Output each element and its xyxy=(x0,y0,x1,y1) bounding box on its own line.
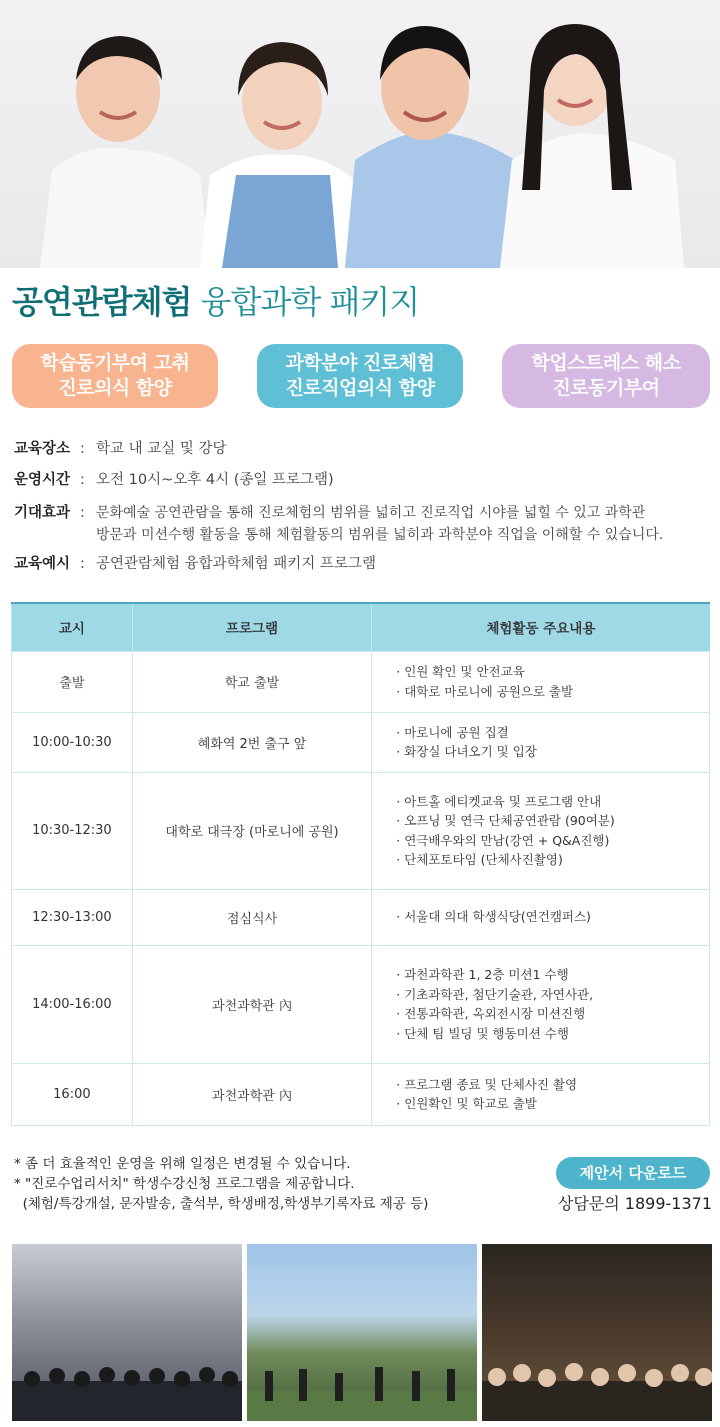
table-header-row xyxy=(12,603,710,651)
info-colon: : xyxy=(80,441,85,457)
row-time: 10:00-10:30 xyxy=(12,712,133,772)
activity-item: · 과천과학관 1, 2층 미션1 수행 xyxy=(396,965,709,985)
table-row xyxy=(12,772,710,889)
row-time: 16:00 xyxy=(12,1063,133,1125)
info-value-line2: 방문과 미션수행 활동을 통해 체험활동의 범위를 넓히과 과학분야 직업을 이해할 수 있습니다. xyxy=(96,527,664,543)
header-program: 프로그램 xyxy=(132,603,371,651)
row-program: 학교 출발 xyxy=(132,651,371,712)
table-row xyxy=(12,712,710,772)
table-row xyxy=(12,1063,710,1125)
photo-group-theater xyxy=(482,1244,712,1421)
info-value: 오전 10시~오후 4시 (종일 프로그램) xyxy=(96,472,334,488)
pill-line1: 학습동기부여 고취 xyxy=(40,352,190,374)
pill-line2: 진로의식 함양 xyxy=(58,377,172,399)
activity-item: · 화장실 다녀오기 및 입장 xyxy=(396,742,709,762)
row-time: 10:30-12:30 xyxy=(12,772,133,889)
activity-item: · 마로니에 공원 집결 xyxy=(396,723,709,743)
note-line: * 좀 더 효율적인 운영을 위해 일정은 변경될 수 있습니다. xyxy=(14,1156,351,1172)
row-program: 과천과학관 內 xyxy=(132,945,371,1063)
row-time: 14:00-16:00 xyxy=(12,945,133,1063)
note-line: * "진로수업리서치" 학생수강신청 프로그램을 제공합니다. xyxy=(14,1176,355,1192)
row-activities xyxy=(372,945,710,1063)
header-period: 교시 xyxy=(12,603,133,651)
benefit-pill-motivation xyxy=(12,344,218,408)
note-line: (체험/특강개설, 문자발송, 출석부, 학생배정,학생부기록자료 제공 등) xyxy=(14,1196,429,1212)
activity-item: · 오프닝 및 연극 단체공연관람 (90여분) xyxy=(396,811,709,831)
activity-item: · 인원 확인 및 안전교육 xyxy=(396,662,709,682)
notes xyxy=(14,1154,428,1214)
hero-image xyxy=(0,0,720,268)
header-activities: 체험활동 주요내용 xyxy=(372,603,710,651)
info-key: 교육예시 xyxy=(14,556,71,572)
page-title xyxy=(12,280,419,324)
crowd-silhouette-icon xyxy=(12,1351,242,1421)
row-activities xyxy=(372,712,710,772)
schedule-table xyxy=(11,602,710,1126)
activity-item: · 대학로 마로니에 공원으로 출발 xyxy=(396,682,709,702)
activity-item: · 단체포토타임 (단체사진촬영) xyxy=(396,850,709,870)
info-colon: : xyxy=(80,556,85,572)
info-key: 교육장소 xyxy=(14,441,71,457)
table-row xyxy=(12,889,710,945)
hero-children-illustration xyxy=(0,0,720,268)
info-value: 학교 내 교실 및 강당 xyxy=(96,441,227,457)
row-time: 12:30-13:00 xyxy=(12,889,133,945)
activity-item: · 단체 팀 빌딩 및 행동미션 수행 xyxy=(396,1024,709,1044)
row-activities xyxy=(372,1063,710,1125)
activity-item: · 기초과학관, 첨단기술관, 자연사관, xyxy=(396,985,709,1005)
contact-phone: 상담문의 1899-1371 xyxy=(557,1194,712,1213)
pill-line2: 진로직업의식 함양 xyxy=(285,377,435,399)
photo-group-lobby xyxy=(12,1244,242,1421)
pill-line2: 진로동기부여 xyxy=(552,377,660,399)
info-key: 기대효과 xyxy=(14,505,71,521)
info-colon: : xyxy=(80,505,85,521)
benefit-pill-science-career xyxy=(257,344,463,408)
title-light: 융합과학 패키지 xyxy=(200,283,420,321)
info-value: 문화예술 공연관람을 통해 진로체험의 범위를 넓히고 진로직업 시야를 넓힐 수 있고 과학관 xyxy=(96,505,646,521)
pill-line1: 학업스트레스 해소 xyxy=(531,352,681,374)
table-row xyxy=(12,651,710,712)
info-value: 공연관람체험 융합과학체험 패키지 프로그램 xyxy=(96,556,376,572)
row-program: 대학로 대극장 (마로니에 공원) xyxy=(132,772,371,889)
info-key: 운영시간 xyxy=(14,472,71,488)
activity-item: · 아트홀 에티켓교육 및 프로그램 안내 xyxy=(396,792,709,812)
title-strong: 공연관람체험 xyxy=(12,283,192,321)
pill-line1: 과학분야 진로체험 xyxy=(285,352,435,374)
row-activities xyxy=(372,889,710,945)
activity-item: · 프로그램 종료 및 단체사진 촬영 xyxy=(396,1075,709,1095)
row-activities xyxy=(372,772,710,889)
crowd-silhouette-icon xyxy=(482,1351,712,1421)
row-program: 혜화역 2번 출구 앞 xyxy=(132,712,371,772)
row-activities xyxy=(372,651,710,712)
info-colon: : xyxy=(80,472,85,488)
activity-item: · 인원확인 및 학교로 출발 xyxy=(396,1094,709,1114)
benefit-pill-stress-relief xyxy=(502,344,710,408)
row-time: 출발 xyxy=(12,651,133,712)
row-program: 점심식사 xyxy=(132,889,371,945)
activity-item: · 연극배우와의 만남(강연 + Q&A진행) xyxy=(396,831,709,851)
photo-group-observatory xyxy=(247,1244,477,1421)
row-program: 과천과학관 內 xyxy=(132,1063,371,1125)
activity-item: · 서울대 의대 학생식당(연건캠퍼스) xyxy=(396,907,709,927)
table-row xyxy=(12,945,710,1063)
activity-item: · 전통과학관, 옥외전시장 미션진행 xyxy=(396,1004,709,1024)
crowd-silhouette-icon xyxy=(247,1351,477,1421)
proposal-download-button[interactable]: 제안서 다운로드 xyxy=(556,1157,710,1189)
